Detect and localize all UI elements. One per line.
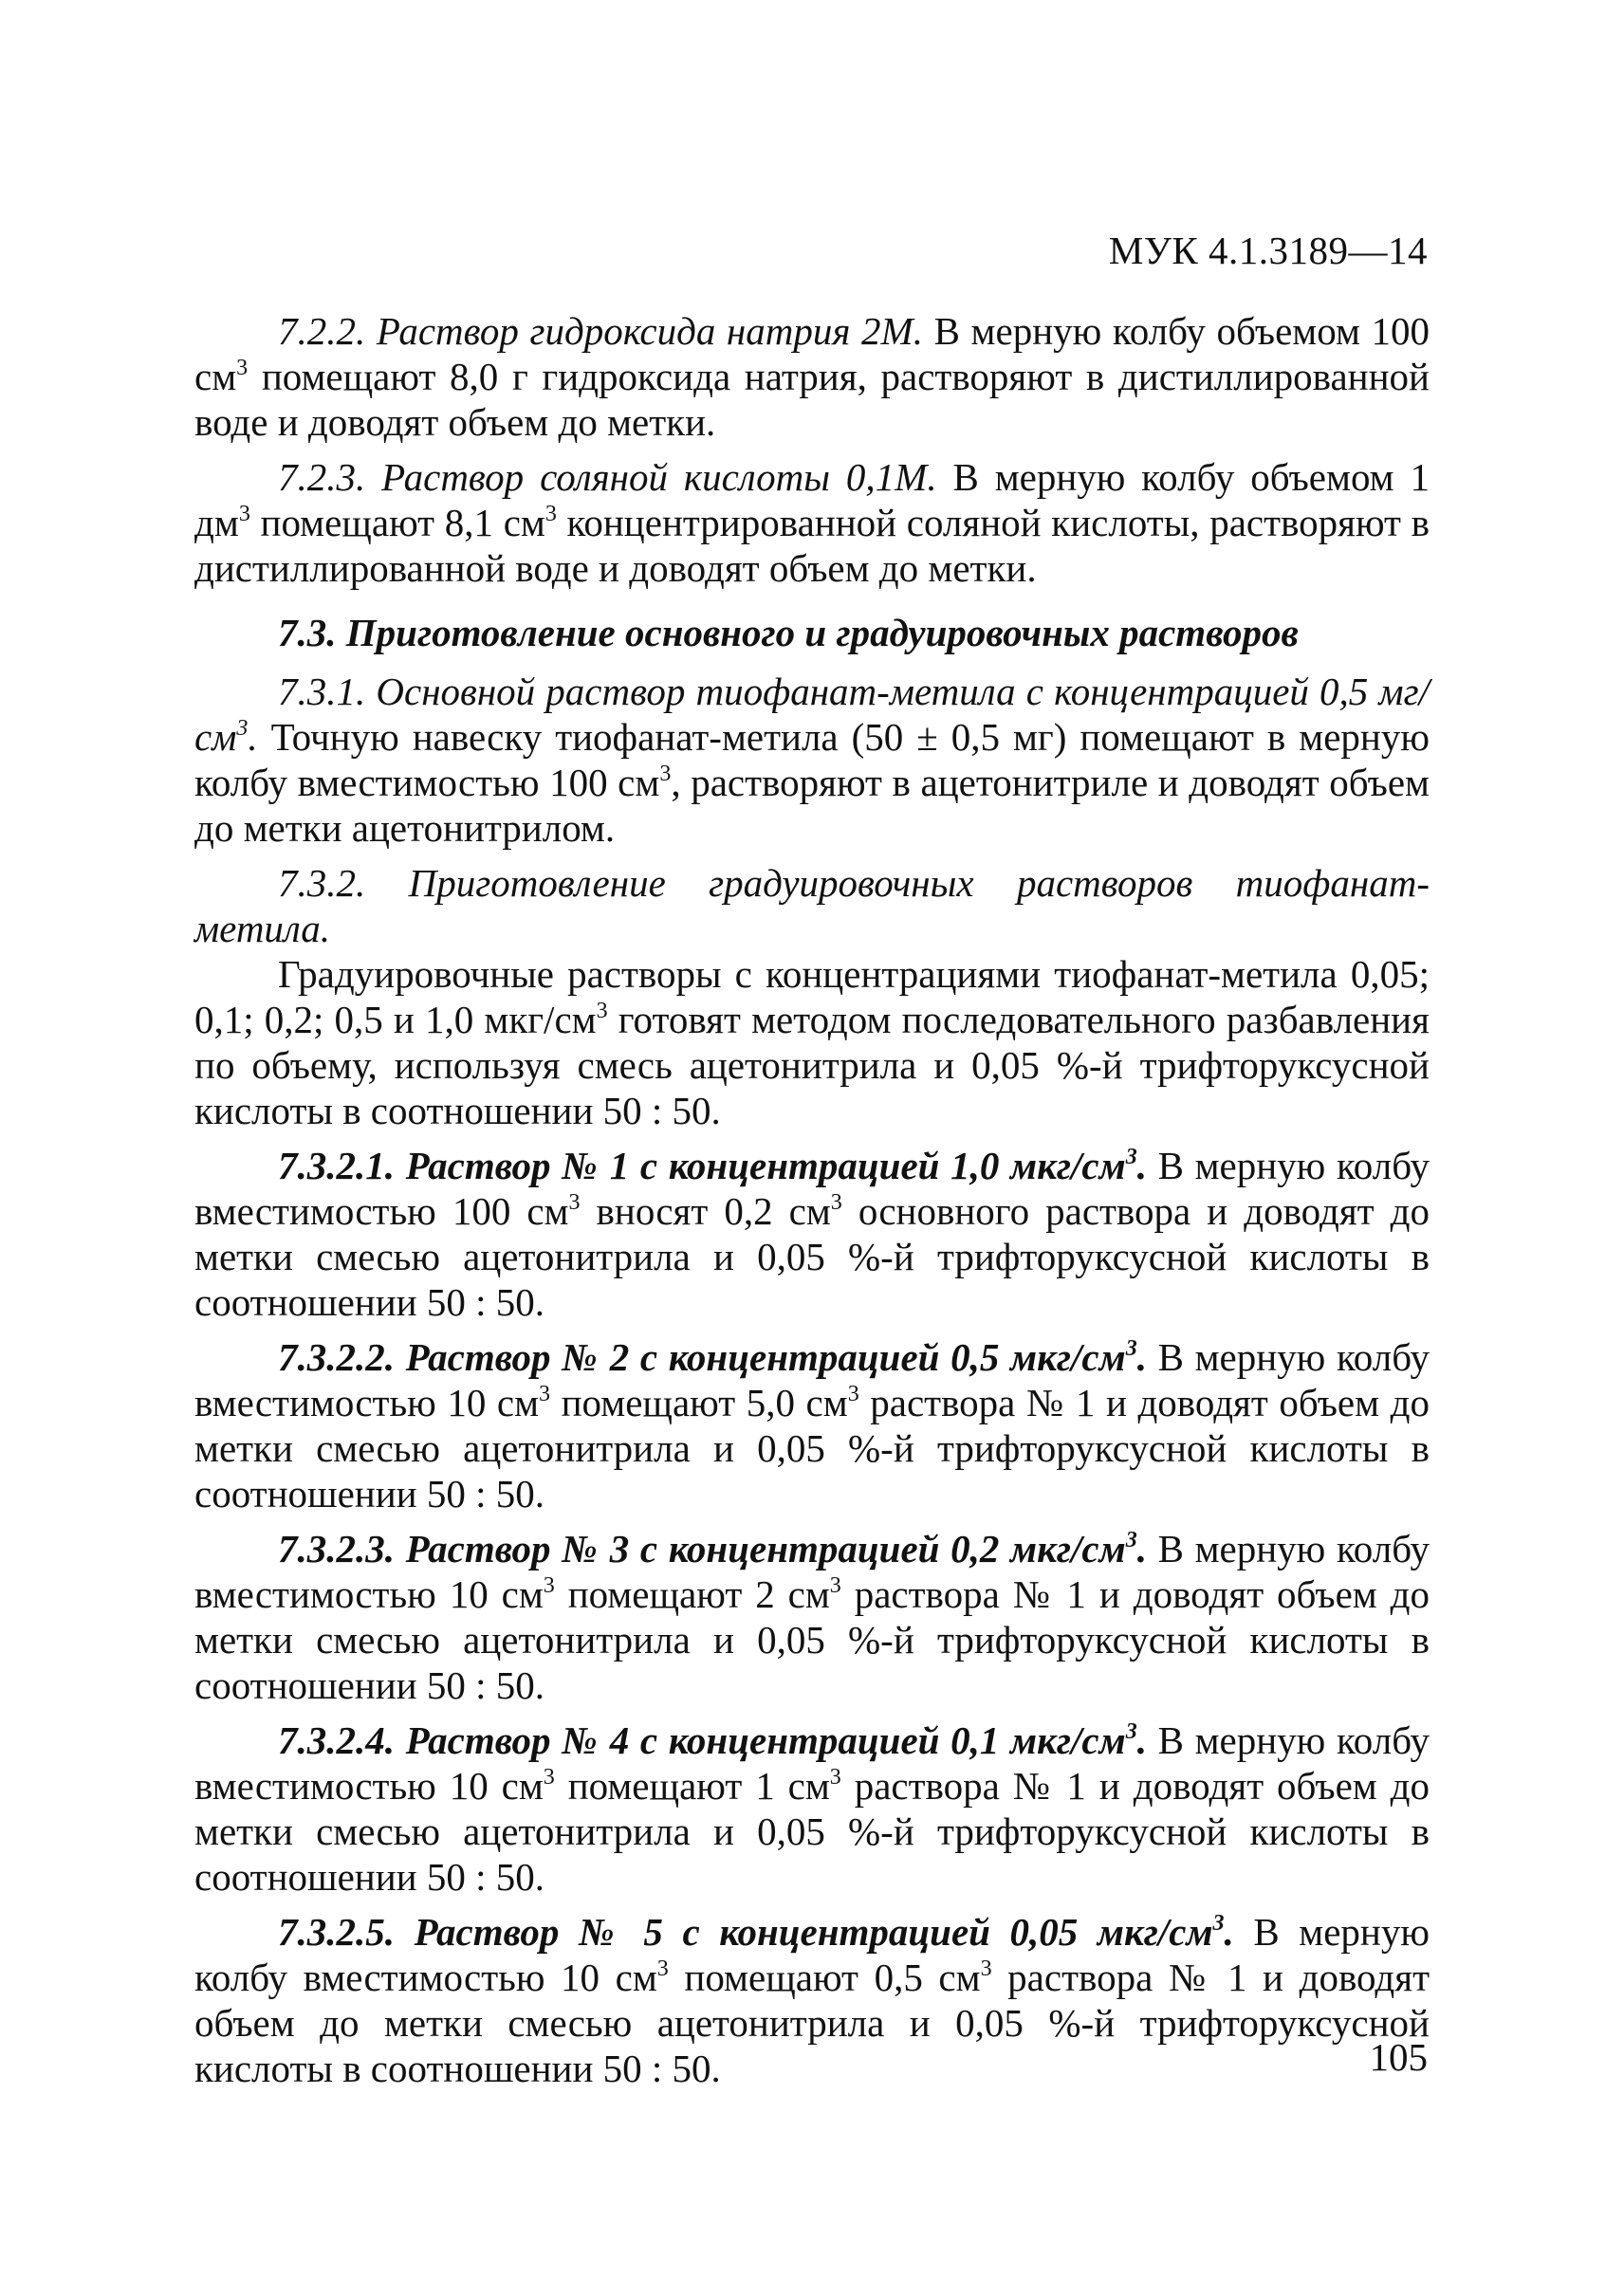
paragraph-text: вносят 0,2 см (580, 1189, 831, 1233)
paragraph-title-end: . (1136, 1335, 1147, 1379)
document-body (194, 308, 1430, 2101)
paragraph-title: 7.3.1. Основной раствор тиофанат-метила с концентрацией 0,5 мг/см (194, 670, 1430, 759)
superscript: 3 (236, 356, 249, 380)
paragraph-title-end: . (1224, 1910, 1234, 1954)
paragraph-text: , растворяют в ацетонитриле и доводят объем до метки ацетонитрилом. (194, 761, 1430, 850)
paragraph-text: В мерную колбу объемом 100 см (194, 309, 1430, 398)
paragraph-title: 7.3.2.1. Раствор № 1 с концентрацией 1,0 мкг/см (278, 1144, 1126, 1187)
paragraph-text: помещают 8,0 г гидроксида натрия, растворяют в дистиллированной воде и доводят объем до метки. (194, 355, 1430, 444)
paragraph-title: 7.3.2.4. Раствор № 4 с концентрацией 0,1 мкг/см (278, 1718, 1126, 1762)
paragraph-text: помещают 1 см (554, 1764, 830, 1808)
paragraph-title-end: . (248, 715, 258, 759)
superscript: 3 (659, 762, 672, 786)
superscript: 3 (980, 1956, 992, 1981)
paragraph-title-end: . (1136, 1144, 1147, 1187)
superscript: 3 (1125, 1719, 1137, 1744)
paragraph-7-3-2-body (194, 951, 1430, 1133)
paragraph-text: основного раствора и доводят до метки смесью ацетонитрила и 0,05 %-й трифторуксусной кислоты в соотношении 50 : 50. (194, 1189, 1430, 1324)
paragraph-7-3-2-4 (194, 1717, 1430, 1900)
paragraph-text: помещают 8,1 см (249, 501, 545, 544)
paragraph-7-2-2 (194, 308, 1430, 445)
superscript: 3 (596, 999, 608, 1023)
paragraph-7-3-1 (194, 669, 1430, 851)
paragraph-title: 7.3.2.5. Раствор № 5 с концентрацией 0,05 мкг/см (278, 1910, 1213, 1954)
page-number: 105 (1369, 2035, 1428, 2079)
document-code-header: МУК 4.1.3189—14 (1108, 229, 1428, 272)
paragraph-title: 7.3.2.2. Раствор № 2 с концентрацией 0,5 мкг/см (278, 1335, 1126, 1379)
superscript: 3 (238, 502, 250, 526)
paragraph-text: раствора № 1 и доводят объем до метки смесью ацетонитрила и 0,05 %-й трифторуксусной кислоты в соотношении 50 : 50. (194, 1764, 1430, 1899)
superscript: 3 (830, 1190, 842, 1215)
paragraph-text: концентрированной соляной кислоты, растворяют в дистиллированной воде и доводят объем до метки. (194, 501, 1430, 590)
superscript: 3 (1125, 1336, 1137, 1361)
paragraph-title: 7.3.2.3. Раствор № 3 с концентрацией 0,2 мкг/см (278, 1527, 1126, 1570)
superscript: 3 (236, 716, 249, 741)
paragraph-text: помещают 0,5 см (668, 1956, 981, 1999)
superscript: 3 (544, 502, 557, 526)
superscript: 3 (543, 1573, 555, 1598)
superscript: 3 (656, 1956, 669, 1981)
paragraph-text: готовят методом последовательного разбавления по объему, используя смесь ацетонитрила и 0,05 %-й трифторуксусной кислоты в соотношении 50 : 50. (194, 998, 1430, 1132)
superscript: 3 (568, 1190, 581, 1215)
paragraph-title-end: . (1136, 1527, 1147, 1570)
paragraph-text: помещают 2 см (554, 1572, 830, 1616)
paragraph-text: В мерную колбу вместимостью 10 см (194, 1910, 1430, 1999)
paragraph-7-3-2-3 (194, 1526, 1430, 1708)
paragraph-7-2-3 (194, 454, 1430, 591)
paragraph-text: Градуировочные растворы с концентрациями тиофанат-метила 0,05; 0,1; 0,2; 0,5 и 1,0 мкг/см (194, 952, 1430, 1041)
paragraph-title: 7.3.2. Приготовление градуировочных растворов тиофанат-метила. (194, 861, 1430, 950)
paragraph-title-end: . (1136, 1718, 1147, 1762)
paragraph-title: 7.2.3. Раствор соляной кислоты 0,1М. (278, 455, 937, 499)
section-heading-7-3: 7.3. Приготовление основного и градуировочных растворов (278, 611, 1299, 654)
superscript: 3 (1125, 1145, 1137, 1169)
paragraph-text: раствора № 1 и доводят объем до метки смесью ацетонитрила и 0,05 %-й трифторуксусной кислоты в соотношении 50 : 50. (194, 1956, 1430, 2090)
superscript: 3 (539, 1382, 551, 1406)
paragraph-7-3-2-title (194, 860, 1430, 951)
superscript: 3 (829, 1573, 841, 1598)
superscript: 3 (1212, 1911, 1225, 1936)
paragraph-text: раствора № 1 и доводят объем до метки смесью ацетонитрила и 0,05 %-й трифторуксусной кислоты в соотношении 50 : 50. (194, 1572, 1430, 1707)
paragraph-title: 7.2.2. Раствор гидроксида натрия 2М. (278, 309, 923, 353)
paragraph-text: В мерную колбу вместимостью 100 см (194, 1144, 1430, 1233)
superscript: 3 (543, 1765, 555, 1790)
paragraph-text: В мерную колбу объемом 1 дм (194, 455, 1430, 544)
superscript: 3 (829, 1765, 841, 1790)
superscript: 3 (1125, 1528, 1137, 1552)
paragraph-text: В мерную колбу вместимостью 10 см (194, 1335, 1430, 1424)
paragraph-7-3-2-2 (194, 1334, 1430, 1516)
paragraph-text: помещают 5,0 см (550, 1381, 848, 1424)
paragraph-text: раствора № 1 и доводят объем до метки смесью ацетонитрила и 0,05 %-й трифторуксусной кислоты в соотношении 50 : 50. (194, 1381, 1430, 1515)
paragraph-7-3-2-5 (194, 1909, 1430, 2091)
paragraph-text: В мерную колбу вместимостью 10 см (194, 1718, 1430, 1808)
paragraph-text: В мерную колбу вместимостью 10 см (194, 1527, 1430, 1616)
paragraph-7-3-2-1 (194, 1143, 1430, 1325)
superscript: 3 (847, 1382, 859, 1406)
paragraph-text: Точную навеску тиофанат-метила (50 ± 0,5 мг) помещают в мерную колбу вместимостью 100 см (194, 715, 1430, 804)
